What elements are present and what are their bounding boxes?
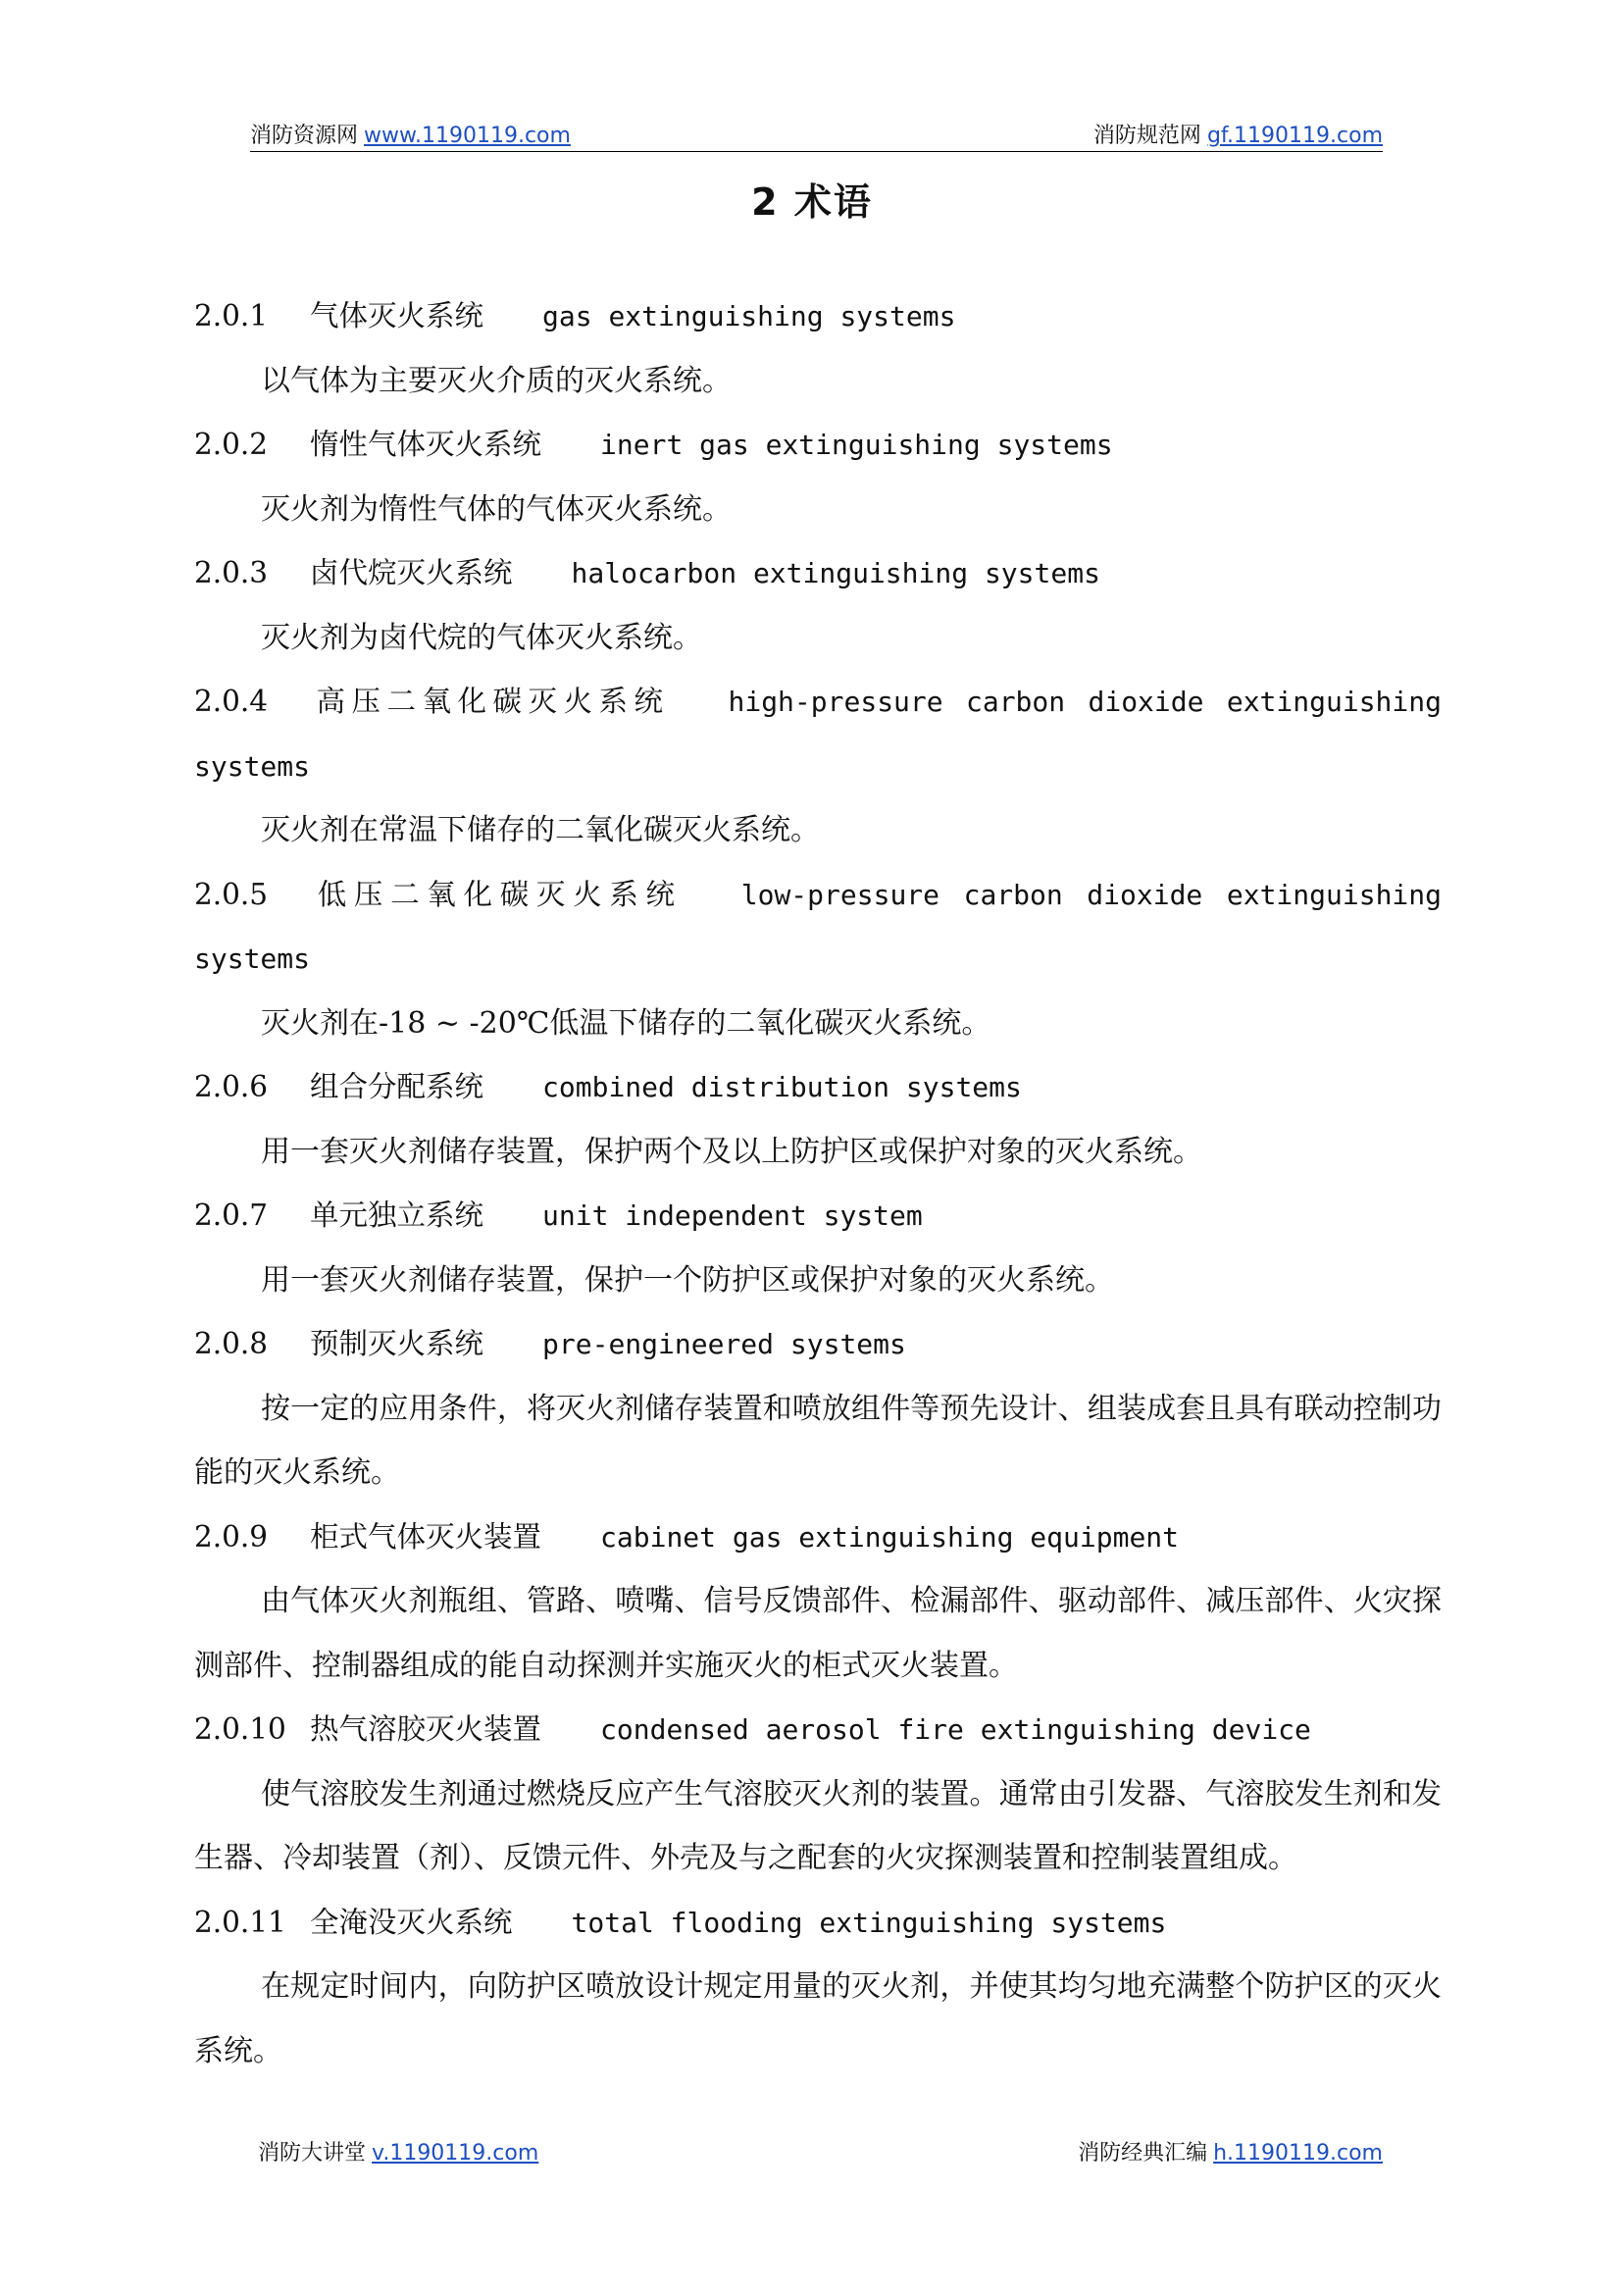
term-heading bbox=[194, 413, 1442, 478]
term-heading bbox=[194, 1698, 1442, 1762]
term-chinese: 高压二氧化碳灭火系统 bbox=[310, 685, 670, 718]
term-entry bbox=[194, 1184, 1442, 1312]
term-definition: 按一定的应用条件，将灭火剂储存装置和喷放组件等预先设计、组装成套且具有联动控制功能的灭火系统。 bbox=[194, 1391, 1442, 1490]
term-entry bbox=[194, 1891, 1442, 2084]
term-definition: 使气溶胶发生剂通过燃烧反应产生气溶胶灭火剂的装置。通常由引发器、气溶胶发生剂和发生器、冷却装置（剂）、反馈元件、外壳及与之配套的火灾探测装置和控制装置组成。 bbox=[194, 1776, 1442, 1875]
footer-left-site-name: 消防大讲堂 bbox=[258, 2141, 367, 2166]
term-entry bbox=[194, 863, 1442, 1056]
term-number: 2.0.10 bbox=[194, 1712, 286, 1746]
term-definition: 用一套灭火剂储存装置，保护一个防护区或保护对象的灭火系统。 bbox=[261, 1262, 1114, 1298]
term-chinese: 卤代烷灭火系统 bbox=[310, 556, 513, 589]
term-chinese: 组合分配系统 bbox=[310, 1070, 484, 1103]
term-number: 2.0.6 bbox=[194, 1070, 269, 1103]
term-definition: 灭火剂在常温下储存的二氧化碳灭火系统。 bbox=[261, 813, 820, 847]
term-english: condensed aerosol fire extinguishing device bbox=[600, 1713, 1311, 1746]
term-chinese: 热气溶胶灭火装置 bbox=[310, 1712, 542, 1746]
page-header bbox=[250, 118, 1383, 152]
term-entry bbox=[194, 670, 1442, 863]
term-english: combined distribution systems bbox=[542, 1071, 1022, 1103]
term-number: 2.0.4 bbox=[194, 685, 269, 718]
footer-left-link[interactable]: v.1190119.com bbox=[372, 2141, 539, 2166]
footer-right-site-name: 消防经典汇编 bbox=[1078, 2141, 1208, 2166]
term-heading bbox=[194, 1891, 1442, 1956]
term-number: 2.0.9 bbox=[194, 1519, 269, 1554]
term-number: 2.0.3 bbox=[194, 556, 269, 589]
term-english: low-pressure carbon dioxide extinguishing systems bbox=[194, 878, 1442, 975]
term-chinese: 低压二氧化碳灭火系统 bbox=[310, 877, 683, 911]
term-chinese: 惰性气体灭火系统 bbox=[310, 428, 542, 461]
term-heading bbox=[194, 670, 1442, 798]
term-definition: 用一套灭火剂储存装置，保护两个及以上防护区或保护对象的灭火系统。 bbox=[261, 1134, 1202, 1169]
term-entry bbox=[194, 1698, 1442, 1891]
section-title: 2 术语 bbox=[751, 180, 873, 224]
term-entry bbox=[194, 1505, 1442, 1699]
term-heading bbox=[194, 1055, 1442, 1120]
term-english: unit independent system bbox=[542, 1199, 923, 1232]
term-chinese: 单元独立系统 bbox=[310, 1198, 484, 1232]
term-heading bbox=[194, 863, 1442, 992]
term-number: 2.0.7 bbox=[194, 1198, 269, 1232]
term-heading bbox=[194, 284, 1442, 349]
term-english: gas extinguishing systems bbox=[542, 300, 956, 332]
footer-right bbox=[1078, 2136, 1383, 2167]
term-number: 2.0.8 bbox=[194, 1327, 269, 1360]
term-definition: 灭火剂为惰性气体的气体灭火系统。 bbox=[261, 491, 732, 527]
terms-list bbox=[194, 284, 1442, 2083]
term-definition: 由气体灭火剂瓶组、管路、喷嘴、信号反馈部件、检漏部件、驱动部件、减压部件、火灾探测部件、控制器组成的能自动探测并实施灭火的柜式灭火装置。 bbox=[194, 1584, 1442, 1683]
header-left-link[interactable]: www.1190119.com bbox=[364, 124, 571, 148]
term-chinese: 全淹没灭火系统 bbox=[310, 1905, 513, 1939]
header-right-link[interactable]: gf.1190119.com bbox=[1206, 124, 1383, 148]
term-english: high-pressure carbon dioxide extinguishing systems bbox=[194, 686, 1442, 783]
term-entry bbox=[194, 1055, 1442, 1184]
term-definition: 在规定时间内，向防护区喷放设计规定用量的灭火剂，并使其均匀地充满整个防护区的灭火系统。 bbox=[194, 1969, 1442, 2068]
header-right-site-name: 消防规范网 bbox=[1092, 124, 1201, 148]
term-chinese: 预制灭火系统 bbox=[310, 1327, 484, 1360]
term-heading bbox=[194, 1505, 1442, 1570]
term-chinese: 柜式气体灭火装置 bbox=[310, 1519, 542, 1554]
term-heading bbox=[194, 541, 1442, 606]
footer-left bbox=[258, 2136, 538, 2167]
term-english: pre-engineered systems bbox=[542, 1328, 906, 1360]
term-english: cabinet gas extinguishing equipment bbox=[600, 1520, 1180, 1554]
term-heading bbox=[194, 1184, 1442, 1249]
term-entry bbox=[194, 413, 1442, 541]
page-footer bbox=[250, 2136, 1383, 2169]
header-right bbox=[1093, 119, 1383, 149]
term-definition: 灭火剂在-18 ~ -20℃低温下储存的二氧化碳灭火系统。 bbox=[261, 1005, 991, 1041]
term-number: 2.0.5 bbox=[194, 877, 269, 911]
term-english: halocarbon extinguishing systems bbox=[571, 557, 1100, 589]
term-definition: 灭火剂为卤代烷的气体灭火系统。 bbox=[261, 620, 702, 655]
term-entry bbox=[194, 541, 1442, 670]
footer-right-link[interactable]: h.1190119.com bbox=[1213, 2141, 1383, 2166]
term-number: 2.0.2 bbox=[194, 428, 269, 461]
header-left bbox=[250, 119, 571, 149]
term-number: 2.0.1 bbox=[194, 299, 269, 332]
term-definition: 以气体为主要灭火介质的灭火系统。 bbox=[261, 363, 732, 398]
term-chinese: 气体灭火系统 bbox=[310, 299, 484, 332]
term-english: inert gas extinguishing systems bbox=[600, 429, 1113, 461]
header-left-site-name: 消防资源网 bbox=[250, 124, 359, 148]
term-heading bbox=[194, 1312, 1442, 1377]
term-entry bbox=[194, 284, 1442, 413]
term-entry bbox=[194, 1312, 1442, 1505]
term-english: total flooding extinguishing systems bbox=[571, 1906, 1167, 1939]
term-number: 2.0.11 bbox=[194, 1905, 286, 1939]
